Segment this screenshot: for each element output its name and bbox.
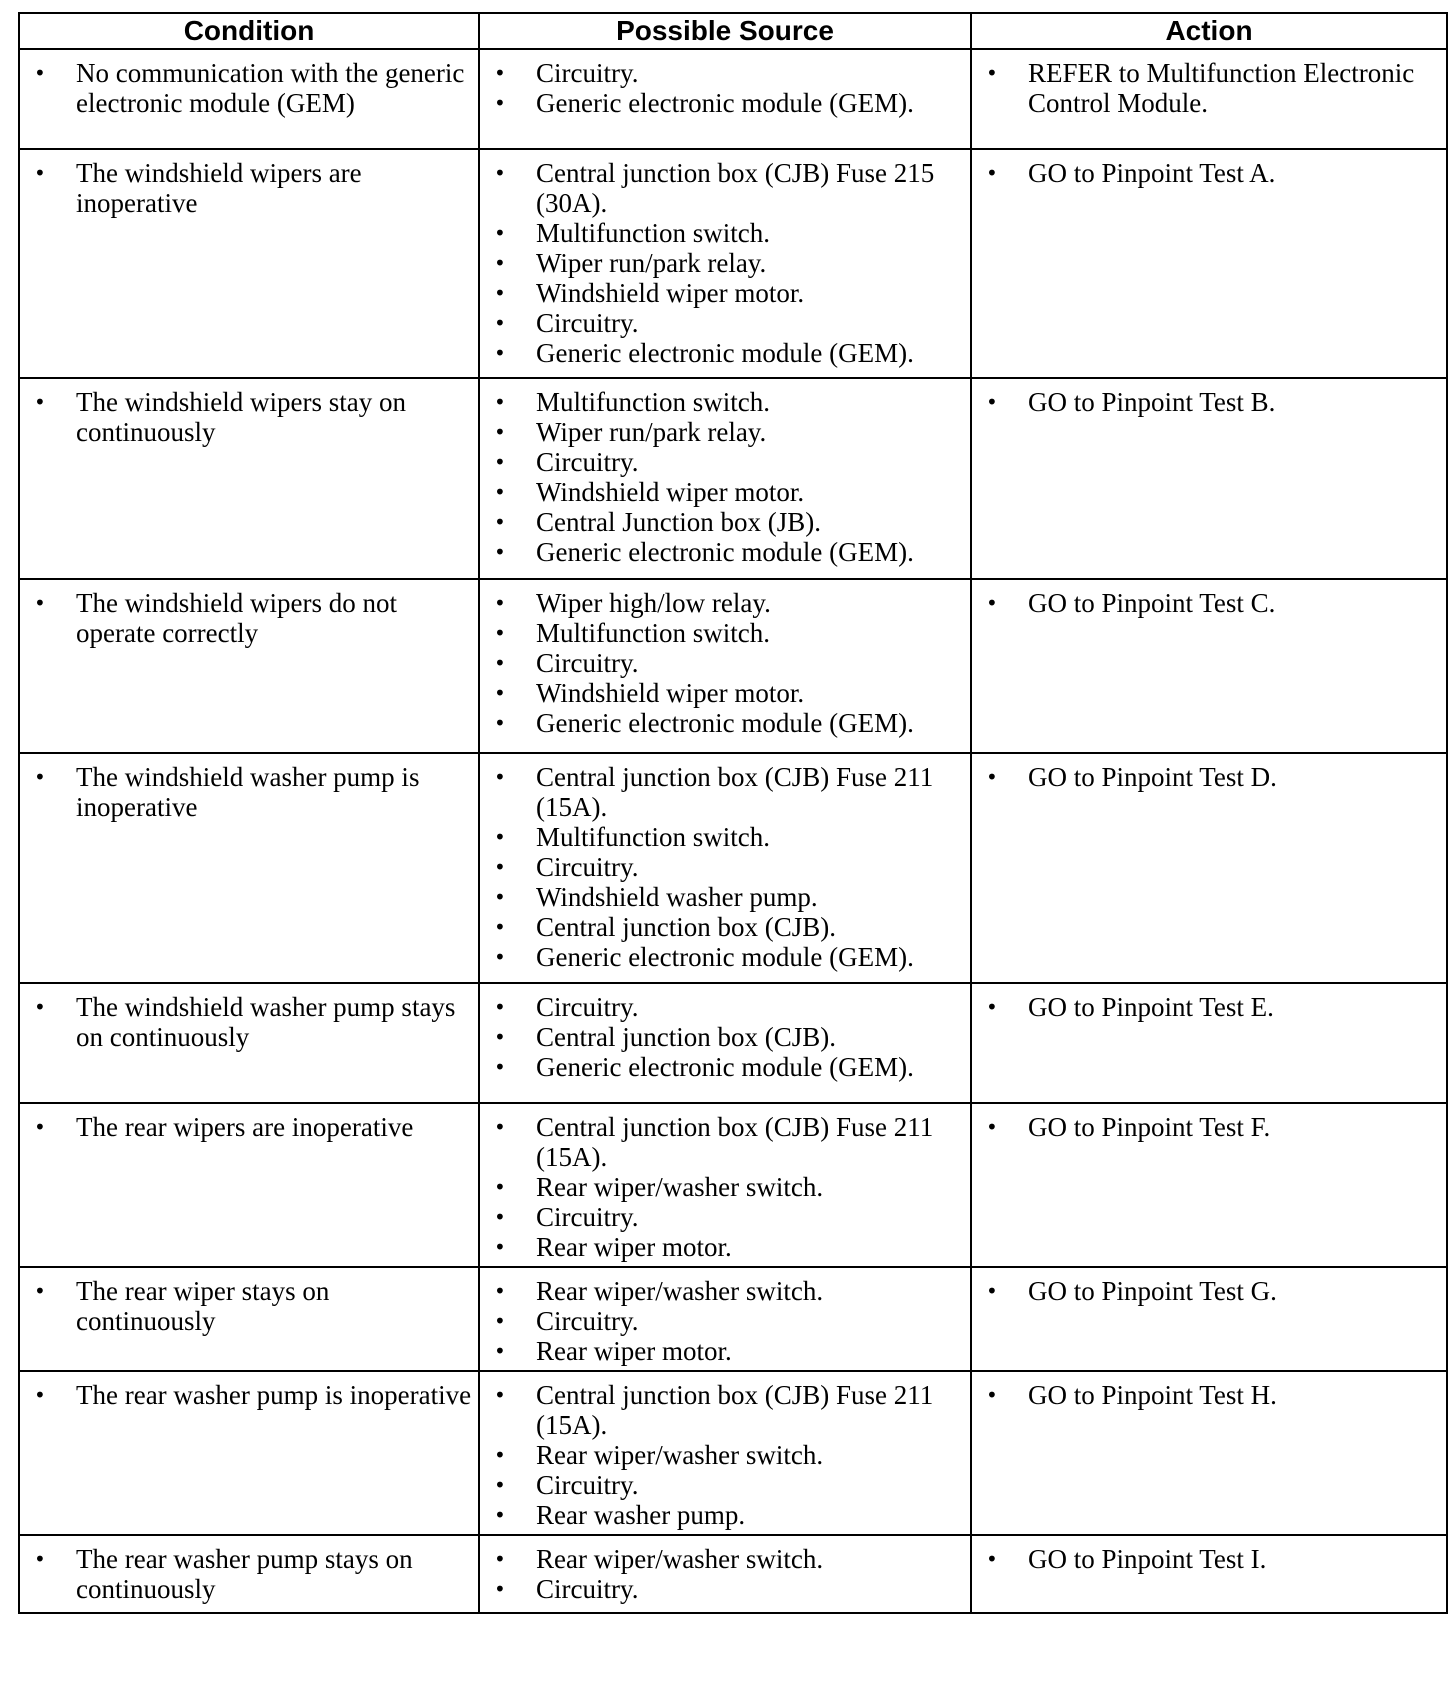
table-row — [19, 1267, 1447, 1371]
source-item: • Circuitry. — [488, 852, 964, 882]
condition-text: • The windshield wipers are inoperative — [28, 158, 472, 218]
table-row — [19, 1103, 1447, 1267]
condition-cell — [19, 1371, 479, 1535]
action-text: • GO to Pinpoint Test G. — [980, 1276, 1440, 1306]
symptom-chart — [18, 12, 1446, 1614]
action-cell — [971, 753, 1447, 983]
action-cell — [971, 983, 1447, 1103]
condition-text: • The windshield wipers do not operate correctly — [28, 588, 472, 648]
header-action: Action — [971, 13, 1447, 49]
source-item: • Central junction box (CJB) Fuse 211 (15A). — [488, 1112, 964, 1172]
source-item: • Circuitry. — [488, 1306, 964, 1336]
table-row — [19, 49, 1447, 149]
action-cell — [971, 1267, 1447, 1371]
source-item: • Windshield wiper motor. — [488, 278, 964, 308]
source-item: • Generic electronic module (GEM). — [488, 942, 964, 972]
source-item: • Windshield washer pump. — [488, 882, 964, 912]
condition-text: • The rear wipers are inoperative — [28, 1112, 472, 1142]
table-row — [19, 1371, 1447, 1535]
action-cell — [971, 1371, 1447, 1535]
action-text: • GO to Pinpoint Test H. — [980, 1380, 1440, 1410]
condition-text: • The rear washer pump stays on continuously — [28, 1544, 472, 1604]
possible-source-cell — [479, 983, 971, 1103]
action-text: • GO to Pinpoint Test B. — [980, 387, 1440, 417]
source-item: • Central junction box (CJB). — [488, 1022, 964, 1052]
action-text: • GO to Pinpoint Test A. — [980, 158, 1440, 188]
possible-source-cell — [479, 49, 971, 149]
source-item: • Circuitry. — [488, 992, 964, 1022]
action-text: • GO to Pinpoint Test E. — [980, 992, 1440, 1022]
condition-cell — [19, 579, 479, 753]
diagnostic-table — [18, 12, 1448, 1614]
condition-cell — [19, 49, 479, 149]
table-row — [19, 579, 1447, 753]
action-text: • GO to Pinpoint Test I. — [980, 1544, 1440, 1574]
table-body — [19, 49, 1447, 1613]
action-text: • GO to Pinpoint Test C. — [980, 588, 1440, 618]
action-text: • REFER to Multifunction Electronic Control Module. — [980, 58, 1440, 118]
action-text: • GO to Pinpoint Test D. — [980, 762, 1440, 792]
possible-source-cell — [479, 579, 971, 753]
condition-text: • The windshield wipers stay on continuously — [28, 387, 472, 447]
header-condition: Condition — [19, 13, 479, 49]
possible-source-cell — [479, 753, 971, 983]
source-item: • Rear wiper/washer switch. — [488, 1172, 964, 1202]
table-row — [19, 983, 1447, 1103]
source-item: • Windshield wiper motor. — [488, 477, 964, 507]
condition-text: • The rear washer pump is inoperative — [28, 1380, 472, 1410]
header-possible-source: Possible Source — [479, 13, 971, 49]
source-item: • Generic electronic module (GEM). — [488, 708, 964, 738]
action-cell — [971, 378, 1447, 579]
source-item: • Generic electronic module (GEM). — [488, 88, 964, 118]
source-item: • Rear washer pump. — [488, 1500, 964, 1530]
source-item: • Circuitry. — [488, 58, 964, 88]
possible-source-cell — [479, 378, 971, 579]
condition-cell — [19, 149, 479, 378]
source-item: • Multifunction switch. — [488, 618, 964, 648]
condition-cell — [19, 378, 479, 579]
condition-cell — [19, 753, 479, 983]
condition-cell — [19, 1103, 479, 1267]
condition-cell — [19, 1267, 479, 1371]
source-item: • Circuitry. — [488, 1202, 964, 1232]
source-item: • Generic electronic module (GEM). — [488, 537, 964, 567]
action-text: • GO to Pinpoint Test F. — [980, 1112, 1440, 1142]
possible-source-cell — [479, 1103, 971, 1267]
source-item: • Rear wiper/washer switch. — [488, 1544, 964, 1574]
source-item: • Rear wiper/washer switch. — [488, 1440, 964, 1470]
source-item: • Circuitry. — [488, 447, 964, 477]
action-cell — [971, 579, 1447, 753]
source-item: • Rear wiper motor. — [488, 1232, 964, 1262]
condition-text: • The windshield washer pump is inoperative — [28, 762, 472, 822]
possible-source-cell — [479, 149, 971, 378]
condition-text: • The rear wiper stays on continuously — [28, 1276, 472, 1336]
source-item: • Central junction box (CJB). — [488, 912, 964, 942]
table-row — [19, 1535, 1447, 1613]
action-cell — [971, 149, 1447, 378]
table-row — [19, 378, 1447, 579]
source-item: • Multifunction switch. — [488, 387, 964, 417]
possible-source-cell — [479, 1535, 971, 1613]
source-item: • Windshield wiper motor. — [488, 678, 964, 708]
source-item: • Central junction box (CJB) Fuse 215 (30A). — [488, 158, 964, 218]
action-cell — [971, 1103, 1447, 1267]
source-item: • Circuitry. — [488, 308, 964, 338]
source-item: • Circuitry. — [488, 1574, 964, 1604]
header-row — [19, 13, 1447, 49]
source-item: • Wiper high/low relay. — [488, 588, 964, 618]
source-item: • Generic electronic module (GEM). — [488, 338, 964, 368]
source-item: • Central junction box (CJB) Fuse 211 (15A). — [488, 1380, 964, 1440]
action-cell — [971, 49, 1447, 149]
source-item: • Rear wiper/washer switch. — [488, 1276, 964, 1306]
source-item: • Central Junction box (JB). — [488, 507, 964, 537]
source-item: • Circuitry. — [488, 648, 964, 678]
table-row — [19, 753, 1447, 983]
condition-text: • The windshield washer pump stays on continuously — [28, 992, 472, 1052]
source-item: • Rear wiper motor. — [488, 1336, 964, 1366]
source-item: • Wiper run/park relay. — [488, 248, 964, 278]
source-item: • Central junction box (CJB) Fuse 211 (15A). — [488, 762, 964, 822]
action-cell — [971, 1535, 1447, 1613]
possible-source-cell — [479, 1267, 971, 1371]
condition-text: • No communication with the generic electronic module (GEM) — [28, 58, 472, 118]
condition-cell — [19, 1535, 479, 1613]
source-item: • Circuitry. — [488, 1470, 964, 1500]
table-row — [19, 149, 1447, 378]
source-item: • Generic electronic module (GEM). — [488, 1052, 964, 1082]
source-item: • Multifunction switch. — [488, 218, 964, 248]
source-item: • Multifunction switch. — [488, 822, 964, 852]
condition-cell — [19, 983, 479, 1103]
source-item: • Wiper run/park relay. — [488, 417, 964, 447]
possible-source-cell — [479, 1371, 971, 1535]
